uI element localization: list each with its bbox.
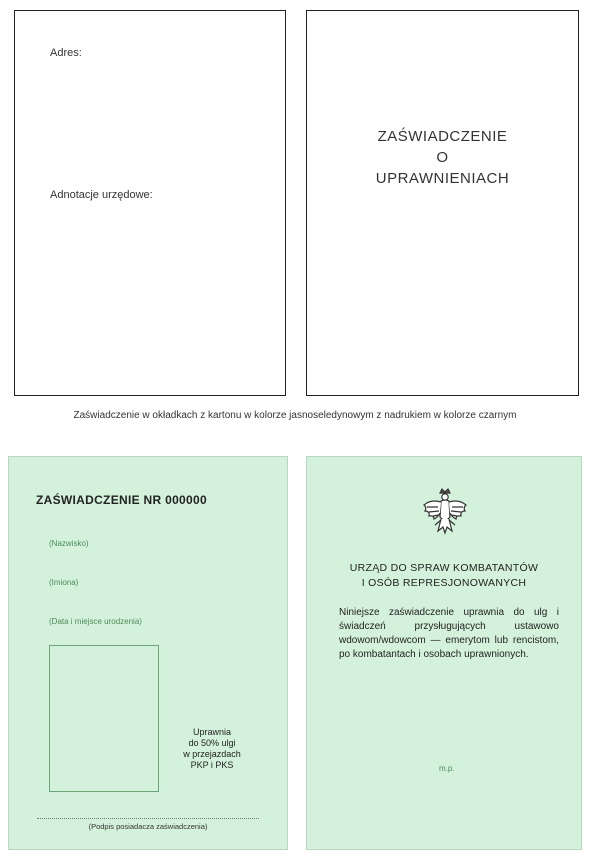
birth-date-place-field: (Data i miejsce urodzenia) (49, 617, 142, 626)
entitlement-line: w przejazdach (183, 749, 241, 759)
certificate-description: Niniejsze zaświadczenie uprawnia do ulg i świadczeń przysługujących ustawowo wdowom/wdowcom — emerytom lub rencistom, po kombatantach i osobach uprawnionych. (339, 607, 559, 660)
entitlement-line: do 50% ulgi (188, 738, 236, 748)
annotations-label: Adnotacje urzędowe: (50, 189, 153, 201)
surname-field: (Nazwisko) (49, 539, 89, 548)
signature-line (37, 818, 259, 819)
office-name-line: URZĄD DO SPRAW KOMBATANTÓW (349, 562, 539, 574)
office-name-line: I OSÓB REPRESJONOWANYCH (361, 577, 527, 589)
front-cover-panel (306, 10, 579, 396)
back-cover-panel (14, 10, 286, 396)
inner-right-panel (306, 456, 582, 850)
entitlement-line: PKP i PKS (190, 760, 234, 770)
signature-label: (Podpis posiadacza zaświadczenia) (88, 822, 208, 831)
first-names-field: (Imiona) (49, 578, 79, 587)
stamp-place-label: m.p. (439, 764, 455, 773)
office-name (307, 561, 581, 591)
figure-caption: Zaświadczenie w okładkach z kartonu w kolorze jasnoseledynowym z nadrukiem w kolorze czarnym (73, 410, 517, 421)
inner-left-panel (8, 456, 288, 850)
entitlement-line: Uprawnia (192, 727, 232, 737)
cover-title (307, 126, 578, 189)
polish-eagle-icon (421, 487, 469, 541)
photo-box (49, 645, 159, 792)
cover-title-line: O (436, 149, 449, 166)
cover-title-line: UPRAWNIENIACH (375, 170, 510, 187)
certificate-number: ZAŚWIADCZENIE NR 000000 (36, 493, 207, 507)
cover-title-line: ZAŚWIADCZENIE (377, 128, 508, 145)
entitlement-note (167, 727, 257, 771)
address-label: Adres: (50, 47, 82, 59)
